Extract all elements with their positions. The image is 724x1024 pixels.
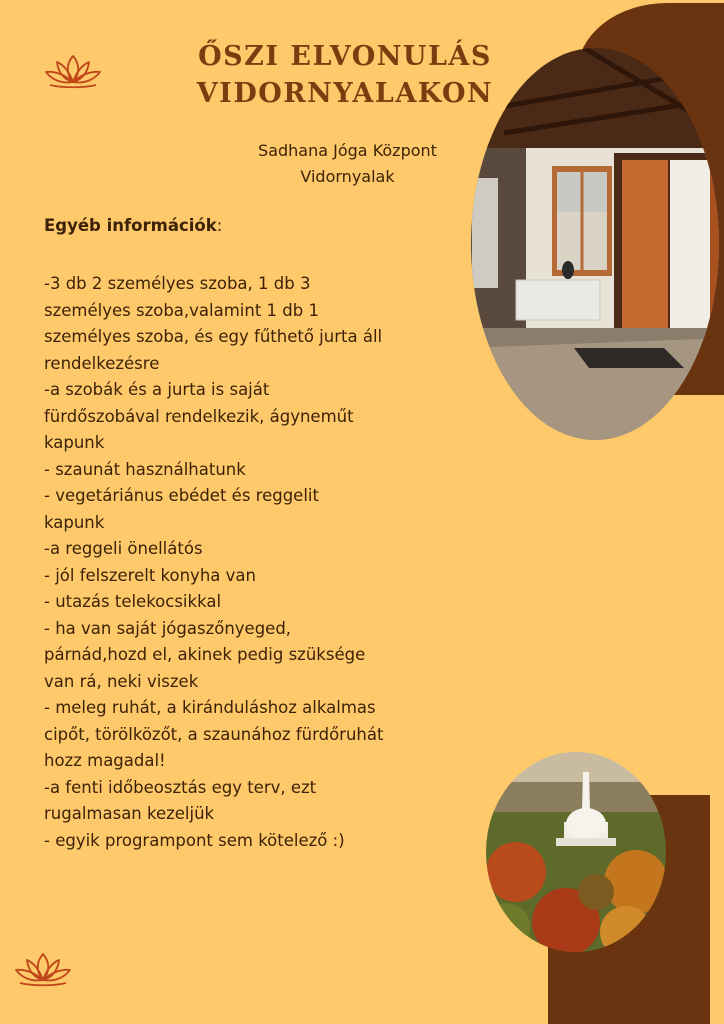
info-heading	[44, 216, 222, 235]
info-line: személyes szoba, és egy fűthető jurta áll	[44, 327, 383, 346]
info-heading-label: Egyéb információk	[44, 216, 217, 235]
subtitle-line-1: Sadhana Jóga Központ	[258, 141, 437, 160]
info-line: -a reggeli önellátós	[44, 539, 203, 558]
subtitle-line-2: Vidornyalak	[300, 167, 395, 186]
info-line: rendelkezésre	[44, 353, 160, 373]
info-line: -a szobák és a jurta is saját	[44, 380, 270, 399]
info-line: -3 db 2 személyes szoba, 1 db 3	[44, 274, 311, 293]
page-subtitle	[220, 138, 475, 190]
info-line: párnád,hozd el, akinek pedig szüksége	[44, 645, 366, 664]
info-line: személyes szoba,valamint 1 db 1	[44, 300, 319, 320]
info-line: hozz magadal!	[44, 751, 166, 770]
stupa-photo	[486, 752, 666, 952]
info-line: kapunk	[44, 433, 105, 452]
info-line: - vegetáriánus ebédet és reggelit	[44, 486, 319, 505]
info-line: rugalmasan kezeljük	[44, 804, 215, 823]
info-line: van rá, neki viszek	[44, 671, 199, 691]
lotus-icon	[12, 950, 74, 988]
lotus-icon	[42, 52, 104, 90]
info-line: fürdőszobával rendelkezik, ágyneműt	[44, 406, 354, 426]
info-line: - meleg ruhát, a kiránduláshoz alkalmas	[44, 698, 376, 717]
info-line: - szaunát használhatunk	[44, 459, 246, 479]
info-line: cipőt, törölközőt, a szaunához fürdőruhát	[44, 724, 384, 744]
page-title	[150, 38, 540, 112]
info-line: - utazás telekocsikkal	[44, 592, 222, 611]
title-line-2: VIDORNYALAKON	[196, 78, 494, 109]
title-line-1: ŐSZI ELVONULÁS	[198, 41, 492, 72]
info-line: kapunk	[44, 512, 105, 532]
info-line: -a fenti időbeosztás egy terv, ezt	[44, 777, 317, 797]
info-list	[44, 271, 429, 854]
info-line: - jól felszerelt konyha van	[44, 565, 256, 585]
info-line: - egyik programpont sem kötelező :)	[44, 830, 345, 850]
info-line: - ha van saját jógaszőnyeged,	[44, 618, 292, 638]
info-heading-colon: :	[216, 216, 223, 235]
